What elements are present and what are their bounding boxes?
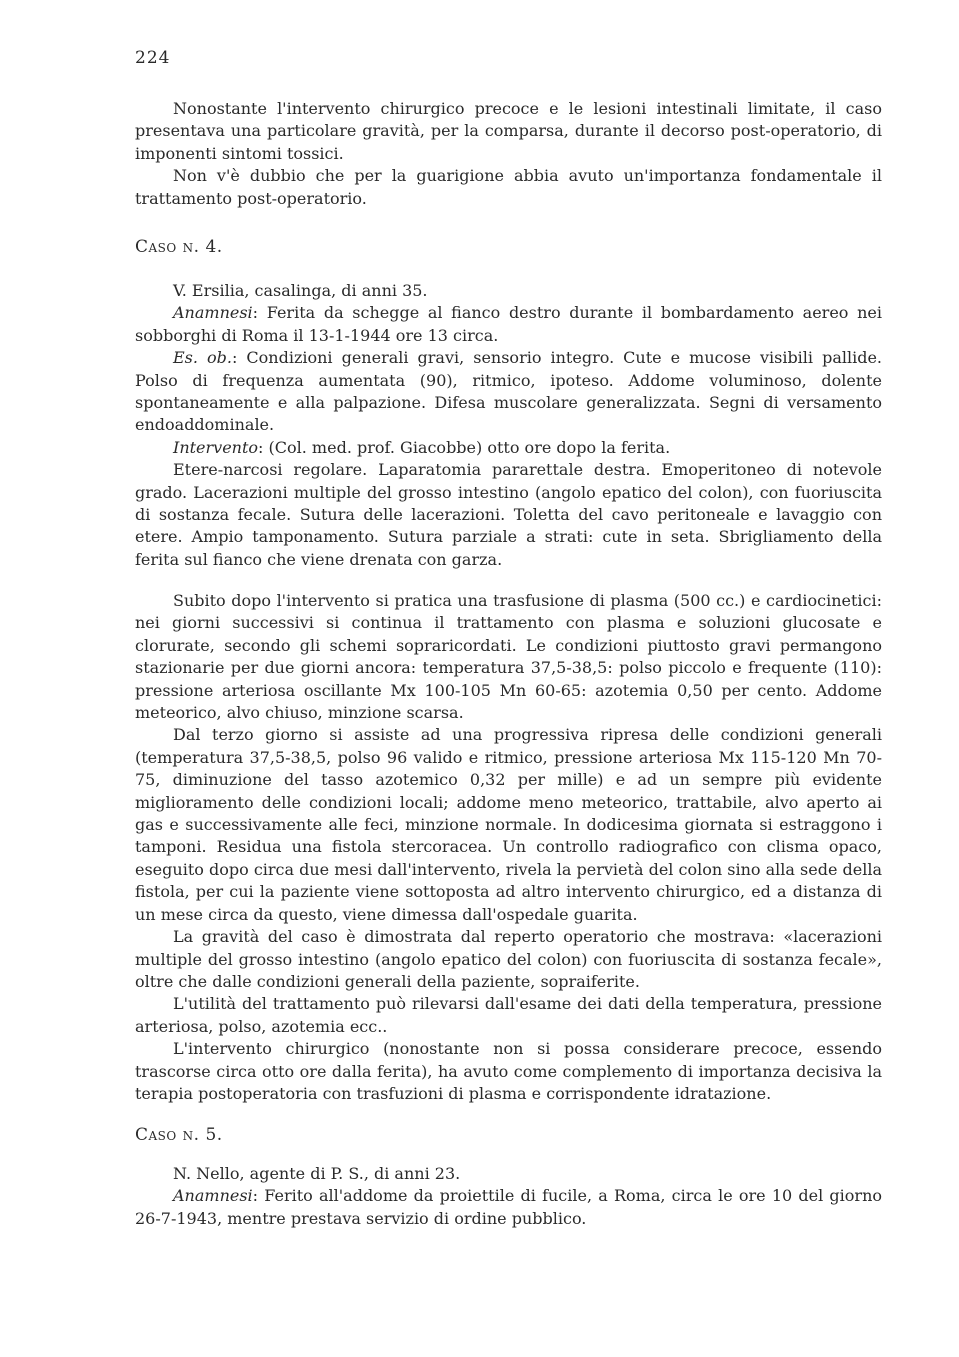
page-number: 224 [135,48,171,68]
caso-4-section [135,280,882,571]
caso-4-anamnesi [135,302,882,347]
decorso-paragraph-1: Subito dopo l'intervento si pratica una trasfusione di plasma (500 cc.) e cardiocinetici: nei giorni successivi si continua il trattamento con plasma e soluzioni glucosate e clorurate, secondo gli schemi sopraricordati. Le condizioni piuttosto gravi permangono stazionarie per due giorni ancora: temperatura 37,5-38,5: polso piccolo e frequente (110): pressione arteriosa oscillante Mx 100-105 Mn 60-65: azotemia 0,50 per cento. Addome meteorico, alvo chiuso, minzione scarsa. [135,591,882,723]
decorso-paragraph-2: Dal terzo giorno si assiste ad una progressiva ripresa delle condizioni generali (temperatura 37,5-38,5, polso 96 valido e ritmico, pressione arteriosa Mx 115-120 Mn 70-75, diminuzione del tasso azotemico 0,32 per mille) e ad un sempre più evidente miglioramento delle condizioni locali; addome meno meteorico, trattabile, alvo aperto ai gas e successivamente alle feci, minzione normale. In dodicesima giornata si estraggono i tamponi. Residua una fistola stercoracea. Un controllo radiografico con clisma opaco, eseguito dopo circa due mesi dall'intervento, rivela la pervietà del colon sino alla sede della fistola, per cui la paziente viene sottoposta ad altro intervento chirurgico, ed a distanza di un mese circa da questo, viene dimessa dall'ospedale guarita. [135,725,882,924]
caso-5-patient: N. Nello, agente di P. S., di anni 23. [173,1164,461,1183]
caso-4-esame-obiettivo [135,347,882,437]
anamnesi-label-5: Anamnesi [173,1186,253,1206]
caso-5-anamnesi [135,1185,882,1230]
caso-5-section [135,1163,882,1230]
esob-label: Es. ob. [173,348,232,368]
caso-4-patient: V. Ersilia, casalinga, di anni 35. [173,281,428,300]
intro-section [135,98,882,210]
anamnesi-text: : Ferita da schegge al fianco destro durante il bombardamento aereo nei sobborghi di Roma il 13-1-1944 ore 13 circa. [135,303,882,345]
intervento-text: : (Col. med. prof. Giacobbe) otto ore dopo la ferita. [258,437,671,457]
intro-paragraph-1: Nonostante l'intervento chirurgico precoce e le lesioni intestinali limitate, il caso presentava una particolare gravità, per la comparsa, durante il decorso post-operatorio, di imponenti sintomi tossici. [135,99,882,163]
caso-4-heading: Caso n. 4. [135,237,223,257]
caso-4-intervento [135,437,882,459]
decorso-paragraph-3: La gravità del caso è dimostrata dal reperto operatorio che mostrava: «lacerazioni multiple del grosso intestino (angolo epatico del colon) con fuoriuscita di sostanza fecale», oltre che dalle condizioni generali della paziente, sopraiferite. [135,927,882,991]
caso-5-heading: Caso n. 5. [135,1125,223,1145]
caso-4-procedure: Etere-narcosi regolare. Laparatomia pararettale destra. Emoperitoneo di notevole grado. Lacerazioni multiple del grosso intestino (angolo epatico del colon), con fuoriuscita di sostanza fecale. Sutura delle lacerazioni. Toletta del cavo peritoneale e lavaggio con etere. Ampio tamponamento. Sutura parziale a strati: cute in seta. Sbrigliamento della ferita sul fianco che viene drenata con garza. [135,460,882,569]
esob-text: : Condizioni generali gravi, sensorio integro. Cute e mucose visibili pallide. Polso di frequenza aumentata (90), ritmico, ipoteso. Addome voluminoso, dolente spontaneamente e alla palpazione. Difesa muscolare generalizzata. Segni di versamento endoaddominale. [135,348,883,435]
decorso-paragraph-5: L'intervento chirurgico (nonostante non si possa considerare precoce, essendo trascorse circa otto ore dalla ferita), ha avuto come complemento di importanza decisiva la terapia postoperatoria con trasfuzioni di plasma e corrispondente idratazione. [135,1039,882,1103]
decorso-section [135,590,882,1105]
anamnesi-text-5: : Ferito all'addome da proiettile di fucile, a Roma, circa le ore 10 del giorno 26-7-1943, mentre prestava servizio di ordine pubblico. [135,1186,882,1228]
intervento-label: Intervento [173,437,259,457]
decorso-paragraph-4: L'utilità del trattamento può rilevarsi dall'esame dei dati della temperatura, pressione arteriosa, polso, azotemia ecc.. [135,994,882,1036]
anamnesi-label: Anamnesi [173,303,253,323]
intro-paragraph-2: Non v'è dubbio che per la guarigione abbia avuto un'importanza fondamentale il trattamento post-operatorio. [135,166,882,208]
